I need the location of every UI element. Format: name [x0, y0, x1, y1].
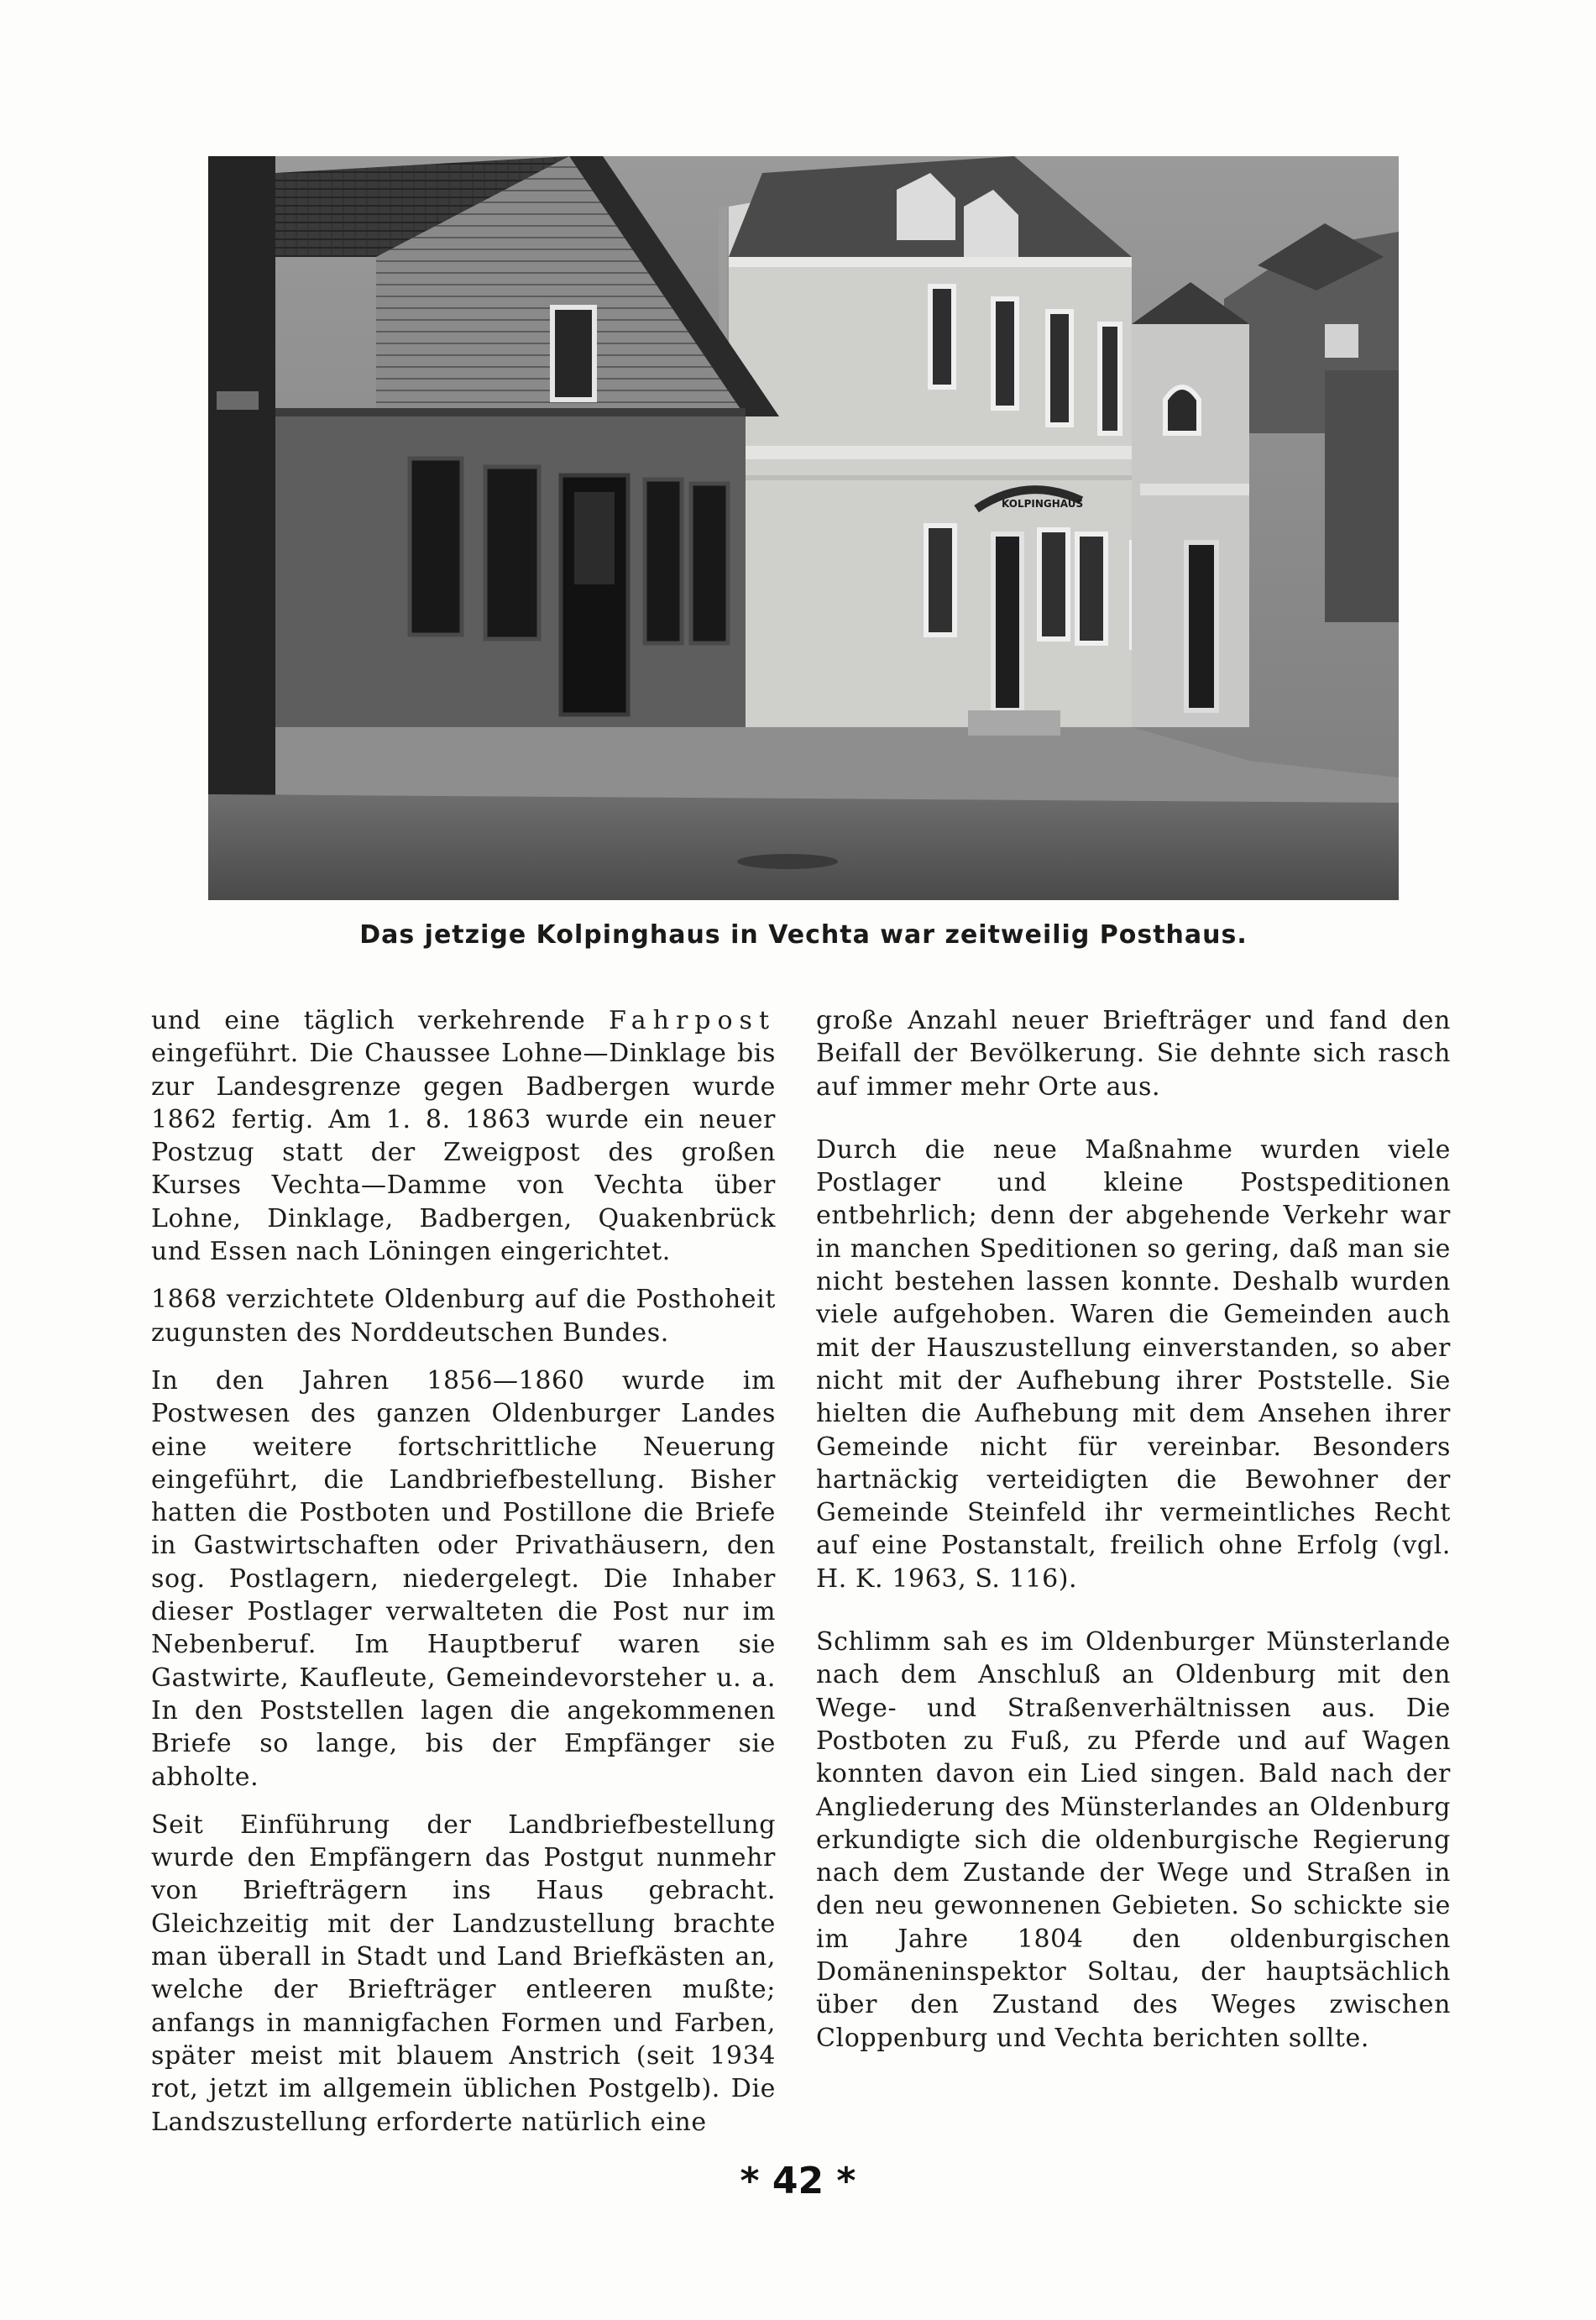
right-paragraph-3: Schlimm sah es im Oldenburger Münsterlande nach dem Anschluß an Oldenburg mit den Wege- und Straßenverhältnissen aus. Die Postboten zu Fuß, zu Pferde und auf Wagen konnten davon ein Lied singen. Bald nach der Angliederung des Münsterlandes an Oldenburg erkundigte sich die oldenburgische Regierung nach dem Zustande der Wege und Straßen in den neu gewonnenen Gebieten. So schickte sie im Jahre 1804 den oldenburgischen Domäneninspektor Soltau, der hauptsächlich über den Zustand des Weges zwischen Cloppenburg und Vechta berichten sollte.	[816, 1627, 1451, 2053]
left-paragraph-1-start: und eine täglich verkehrende	[151, 1006, 609, 1035]
left-paragraph-3: In den Jahren 1856—1860 wurde im Postwesen des ganzen Oldenburger Landes eine weitere fortschrittliche Neuerung eingeführt, die Landbriefbestellung. Bisher hatten die Postboten und Postillone die Briefe in Gastwirtschaften oder Privathäusern, den sog. Postlagern, niedergelegt. Die Inhaber dieser Postlager verwalteten die Post nur im Nebenberuf. Im Hauptberuf waren sie Gastwirte, Kaufleute, Gemeindevorsteher u. a. In den Poststellen lagen die angekommenen Briefe so lange, bis der Empfänger sie abholte.	[151, 1365, 776, 1792]
right-paragraph-1: große Anzahl neuer Briefträger und fand den Beifall der Bevölkerung. Sie dehnte sich rasch auf immer mehr Orte aus.	[816, 1006, 1451, 1102]
facade-sign-text: KOLPINGHAUS	[1002, 498, 1084, 510]
photo-caption: Das jetzige Kolpinghaus in Vechta war zeitweilig Posthaus.	[359, 920, 1248, 950]
page-number: * 42 *	[740, 2160, 856, 2202]
left-paragraph-2: 1868 verzichtete Oldenburg auf die Posthoheit zugunsten des Norddeutschen Bundes.	[151, 1285, 776, 1348]
right-text-column	[816, 1004, 1451, 2055]
left-paragraph-1	[151, 1004, 776, 1268]
left-text-column	[151, 1004, 776, 2139]
right-paragraph-2: Durch die neue Maßnahme wurden viele Postlager und kleine Postspeditionen entbehrlich; denn der abgehende Verkehr war in manchen Speditionen so gering, daß man sie nicht bestehen lassen konnte. Deshalb wurden viele aufgehoben. Waren die Gemeinden auch mit der Hauszustellung einverstanden, so aber nicht mit der Aufhebung ihrer Poststelle. Sie hielten die Aufhebung mit dem Ansehen ihrer Gemeinde nicht für vereinbar. Besonders hartnäckig verteidigten die Bewohner der Gemeinde Steinfeld ihr vermeintliches Recht auf eine Postanstalt, freilich ohne Erfolg (vgl. H. K. 1963, S. 116).	[816, 1134, 1451, 1594]
left-paragraph-4: Seit Einführung der Landbriefbestellung wurde den Empfängern das Postgut nunmehr von Briefträgern ins Haus gebracht. Gleichzeitig mit der Landzustellung brachte man überall in Stadt und Land Briefkästen an, welche der Briefträger entleeren mußte; anfangs in mannigfachen Formen und Farben, später meist mit blauem Anstrich (seit 1934 rot, jetzt im allgemein üblichen Postgelb). Die Landszustellung erforderte natürlich eine	[151, 1809, 776, 2137]
building-photograph	[208, 156, 1399, 900]
emphasized-word-fahrpost: Fahrpost	[608, 1006, 776, 1035]
left-paragraph-1-end: eingeführt. Die Chaussee Lohne—Dinklage bis zur Landesgrenze gegen Badbergen wurde 1862 fertig. Am 1. 8. 1863 wurde ein neuer Postzug statt der Zweigpost des großen Kurses Vechta—Damme von Vechta über Lohne, Dinklage, Badbergen, Quakenbrück und Essen nach Löningen eingerichtet.	[151, 1039, 776, 1267]
